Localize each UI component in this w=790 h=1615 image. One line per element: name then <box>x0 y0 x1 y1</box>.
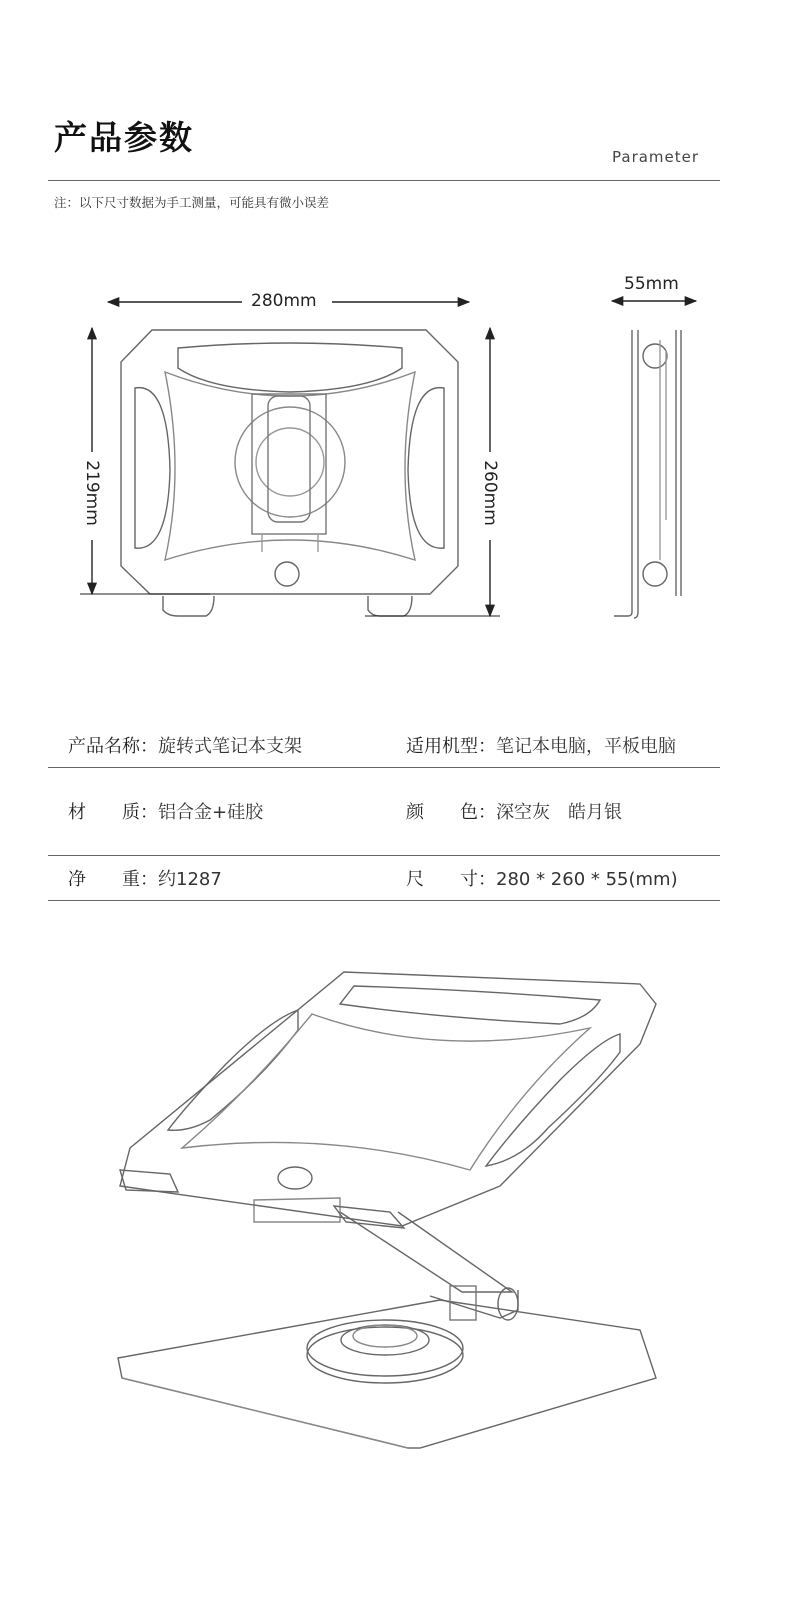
front-view-dimension-lines <box>80 302 500 616</box>
spec-divider <box>48 767 720 768</box>
spec-row-2 <box>48 788 720 834</box>
spec-value: 旋转式笔记本支架 <box>158 736 302 757</box>
front-view-drawing <box>121 330 458 616</box>
perspective-view-drawing <box>118 972 656 1448</box>
spec-label: 尺 寸： <box>406 869 496 890</box>
inner-height-dimension-label: 219mm <box>81 460 102 526</box>
measurement-note: 注：以下尺寸数据为手工测量，可能具有微小误差 <box>54 195 330 210</box>
spec-label: 产品名称： <box>68 736 158 757</box>
spec-value: 铝合金+硅胶 <box>158 802 264 823</box>
spec-row-3 <box>48 855 720 901</box>
spec-label: 净 重： <box>68 869 158 890</box>
page-subtitle: Parameter <box>612 148 700 166</box>
spec-net-weight <box>68 865 222 891</box>
page-title: 产品参数 <box>54 118 194 157</box>
spec-color <box>406 798 622 824</box>
width-dimension-label: 280mm <box>251 291 317 311</box>
side-view-drawing <box>614 330 681 618</box>
depth-dimension-label: 55mm <box>624 274 679 294</box>
spec-value: 约1287 <box>158 869 222 890</box>
spec-material <box>68 798 263 824</box>
spec-value: 笔记本电脑，平板电脑 <box>496 736 676 757</box>
spec-product-name <box>68 732 302 758</box>
spec-value: 280 * 260 * 55(mm) <box>496 869 678 890</box>
height-dimension-label: 260mm <box>479 460 500 526</box>
spec-label: 材 质： <box>68 802 158 823</box>
spec-label: 颜 色： <box>406 802 496 823</box>
spec-value: 深空灰 皓月银 <box>496 802 622 823</box>
spec-label: 适用机型： <box>406 736 496 757</box>
spec-size <box>406 865 678 891</box>
spec-compatible-models <box>406 732 676 758</box>
spec-divider <box>48 900 720 901</box>
spec-row-1 <box>48 722 720 768</box>
